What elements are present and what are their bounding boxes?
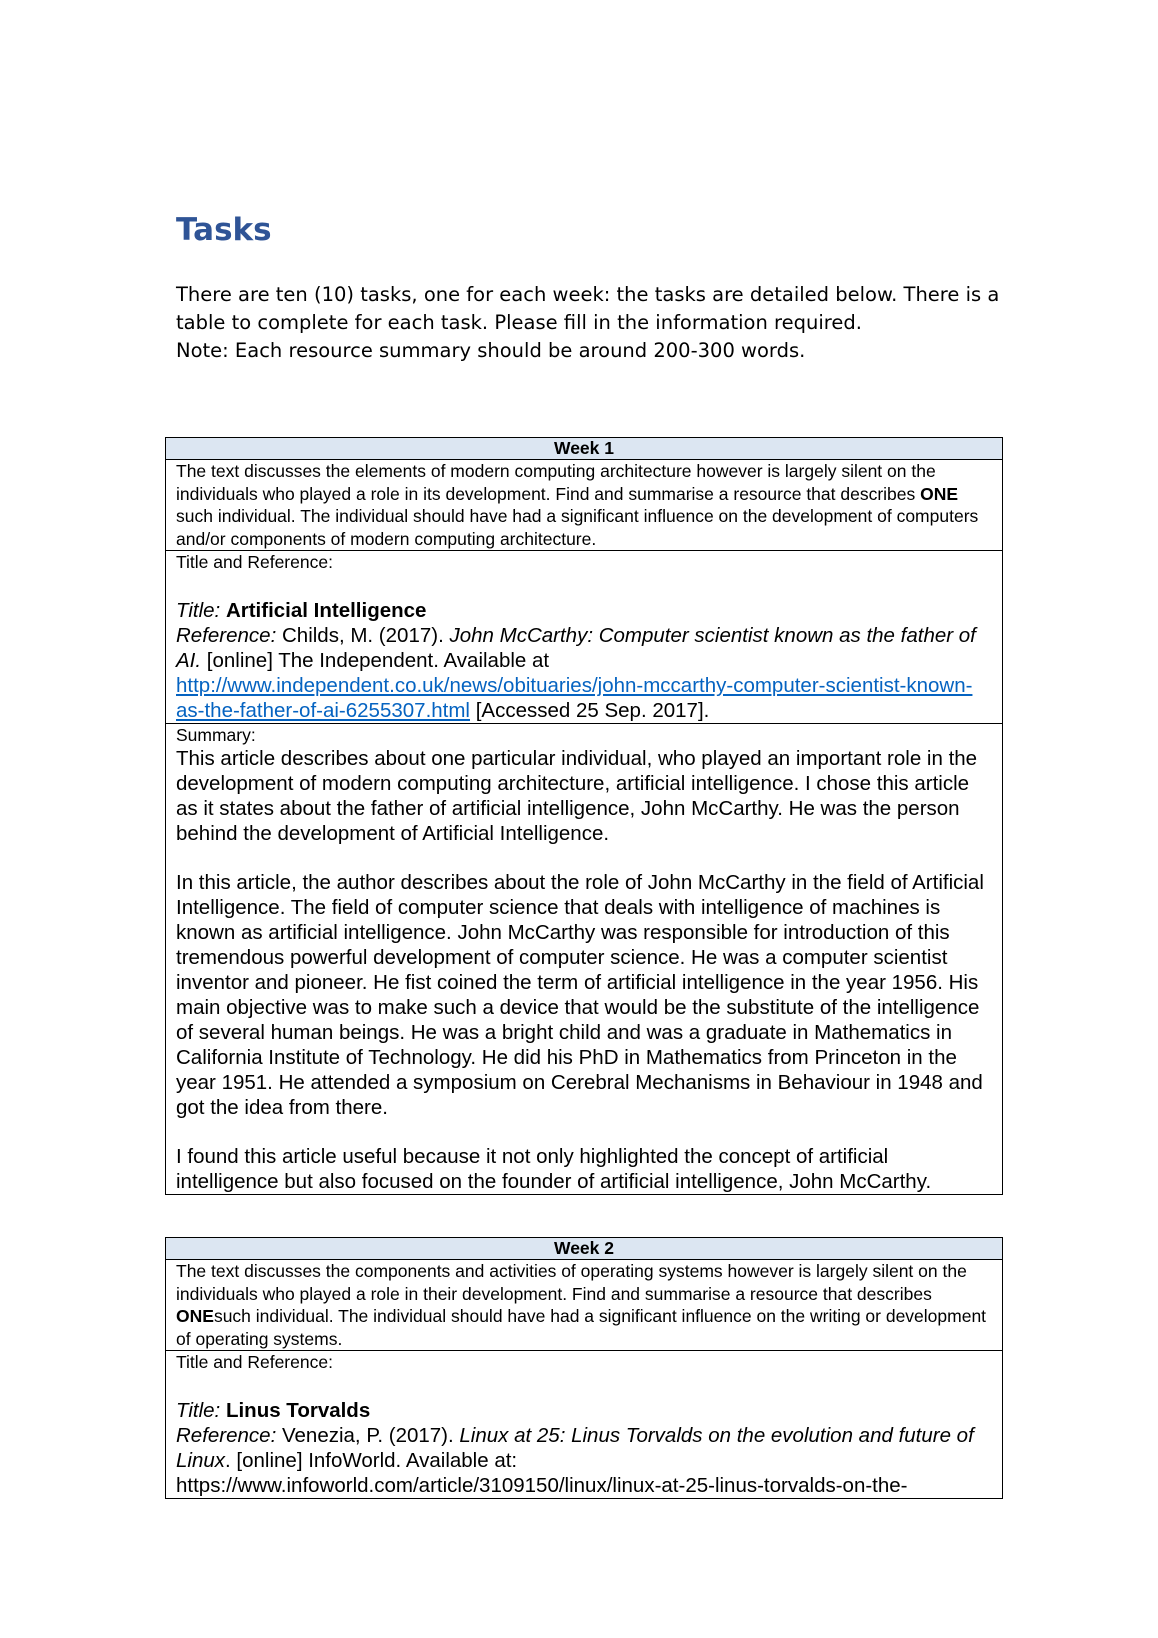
resource-reference (176, 1423, 992, 1498)
reference-link[interactable]: http://www.independent.co.uk/news/obituaries/john-mccarthy-computer-scientist-known-as-the-father-of-ai-6255307.html (176, 674, 973, 722)
task-text: such individual. The individual should have had a significant influence on the development of computers and/or components of modern computing architecture. (176, 506, 979, 549)
resource-title (176, 1398, 992, 1423)
week-1-task-description (166, 460, 1003, 551)
task-text: such individual. The individual should have had a significant influence on the writing or development of operating systems. (176, 1306, 987, 1349)
reference-label: Reference: (176, 1424, 277, 1447)
task-text: The text discusses the elements of modern computing architecture however is largely silent on the individuals who played a role in its development. Find and summarise a resource that describes (176, 461, 936, 504)
page-title: Tasks (176, 212, 272, 248)
reference-url: https://www.infoworld.com/article/3109150/linux/linux-at-25-linus-torvalds-on-the- (176, 1474, 908, 1497)
intro-paragraph: There are ten (10) tasks, one for each week: the tasks are detailed below. There is a table to complete for each task. Please fill in the information required. (176, 283, 1000, 334)
resource-reference (176, 623, 992, 723)
summary-label: Summary: (176, 725, 256, 745)
reference-publisher: [online] The Independent. Available at (206, 649, 550, 672)
reference-work: John McCarthy: Computer scientist known as the father of AI. (176, 624, 976, 672)
week-2-header: Week 2 (166, 1238, 1003, 1260)
week-1-table (165, 437, 1003, 1195)
week-2-table (165, 1237, 1003, 1499)
week-1-summary-cell (166, 724, 1003, 1195)
title-reference-label: Title and Reference: (176, 552, 333, 572)
reference-publisher: . [online] InfoWorld. Available at: (225, 1449, 518, 1472)
summary-paragraph: This article describes about one particular individual, who played an important role in the development of modern computing architecture, artificial intelligence. I chose this article as it states about the father of artificial intelligence, John McCarthy. He was the person behind the development of Artificial Intelligence. (176, 747, 978, 845)
reference-label: Reference: (176, 624, 277, 647)
task-emphasis: ONE (176, 1306, 214, 1326)
intro-text (176, 281, 1006, 365)
task-text: The text discusses the components and activities of operating systems however is largely silent on the individuals who played a role in their development. Find and summarise a resource that describes (176, 1261, 967, 1304)
week-1-title-reference-cell (166, 551, 1003, 724)
reference-accessed: [Accessed 25 Sep. 2017]. (475, 699, 710, 722)
week-2-title-reference-cell (166, 1351, 1003, 1499)
title-value: Artificial Intelligence (225, 599, 427, 622)
reference-work: Linux at 25: Linus Torvalds on the evolution and future of Linux (176, 1424, 974, 1472)
summary-paragraph: I found this article useful because it not only highlighted the concept of artificial intelligence but also focused on the founder of artificial intelligence, John McCarthy. (176, 1145, 932, 1193)
title-label: Title: (176, 599, 221, 622)
reference-author: Childs, M. (2017). (281, 624, 444, 647)
title-value: Linus Torvalds (225, 1399, 371, 1422)
intro-note: Note: Each resource summary should be around 200-300 words. (176, 339, 806, 362)
summary-paragraph: In this article, the author describes about the role of John McCarthy in the field of Artificial Intelligence. The field of computer science that deals with intelligence of machines is known as artificial intelligence. John McCarthy was responsible for introduction of this tremendous powerful development of computer science. He was a computer scientist inventor and pioneer. He fist coined the term of artificial intelligence in the year 1956. His main objective was to make such a device that would be the substitute of the intelligence of several human beings. He was a bright child and was a graduate in Mathematics in California Institute of Technology. He did his PhD in Mathematics from Princeton in the year 1951. He attended a symposium on Cerebral Mechanisms in Behaviour in 1948 and got the idea from there. (176, 871, 984, 1119)
title-label: Title: (176, 1399, 221, 1422)
week-2-task-description (166, 1260, 1003, 1351)
reference-author: Venezia, P. (2017). (281, 1424, 454, 1447)
task-emphasis: ONE (920, 483, 959, 504)
resource-title (176, 598, 992, 623)
title-reference-label: Title and Reference: (176, 1352, 333, 1372)
week-1-header: Week 1 (166, 438, 1003, 460)
